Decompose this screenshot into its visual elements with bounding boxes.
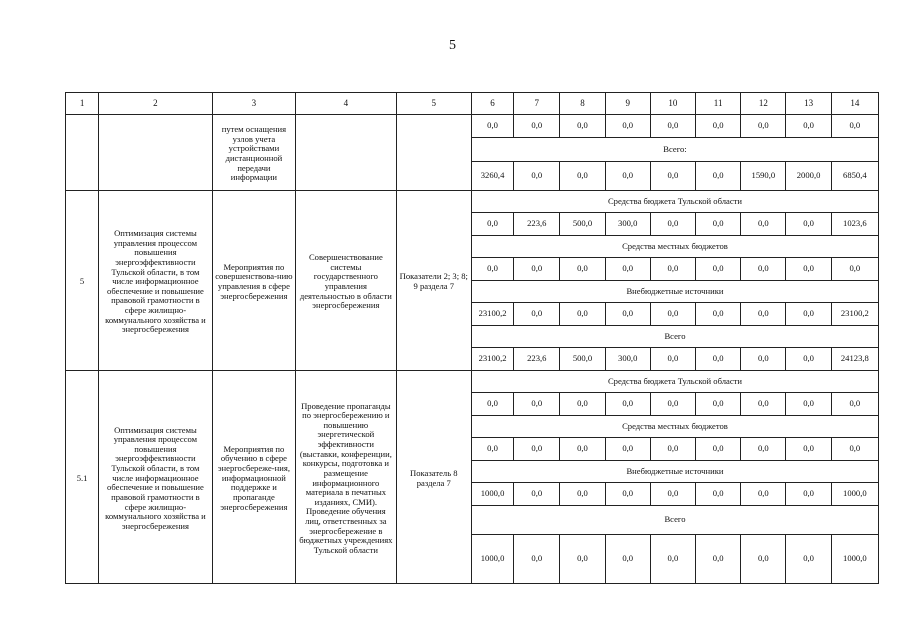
value-cell: 0,0: [514, 438, 560, 461]
value-cell: 0,0: [605, 483, 650, 506]
activity-cell: Совершенствование системы государственного управления деятельностью в области энергосбережения: [296, 191, 396, 371]
value-cell: 0,0: [471, 393, 513, 416]
value-cell: 0,0: [560, 115, 605, 138]
funding-source-label: Всего: [471, 506, 878, 535]
value-cell: 0,0: [514, 535, 560, 584]
value-cell: 0,0: [831, 438, 878, 461]
table-row: [66, 115, 879, 138]
goal-cell: Оптимизация системы управления процессом повышения энергоэффективности Тульской области, в том числе информационное обеспечение и повышение правовой грамотности в сфере жилищно-коммунального хозяйства и энергосбережения: [99, 371, 213, 584]
row-number-cell: [66, 115, 99, 191]
value-cell: 3260,4: [471, 162, 513, 191]
value-cell: 0,0: [605, 393, 650, 416]
activity-cell: [296, 115, 396, 191]
value-cell: 0,0: [741, 483, 786, 506]
value-cell: 0,0: [560, 535, 605, 584]
activity-cell: Проведение пропаганды по энергосбережению и повышению энергетической эффективности (выставки, конференции, конкурсы, подготовка и размещение информационного материала в печатных изданиях, СМИ). Проведение обучения лиц, ответственных за энергосбережение в бюджетных учреждениях Тульской области: [296, 371, 396, 584]
measure-cell: Мероприятия по обучению в сфере энергосбереже-ния, информационной поддержке и пропаганде энергосбережения: [212, 371, 295, 584]
value-cell: 0,0: [605, 115, 650, 138]
funding-source-label: Всего:: [471, 138, 878, 162]
value-cell: 0,0: [650, 303, 695, 326]
row-number-cell: 5.1: [66, 371, 99, 584]
value-cell: 0,0: [605, 535, 650, 584]
value-cell: 0,0: [696, 213, 741, 236]
value-cell: 0,0: [831, 393, 878, 416]
table-row: [66, 191, 879, 213]
value-cell: 0,0: [650, 483, 695, 506]
value-cell: 0,0: [471, 258, 513, 281]
value-cell: 500,0: [560, 348, 605, 371]
header-cell: 7: [514, 93, 560, 115]
table-row: [66, 371, 879, 393]
value-cell: 0,0: [786, 393, 831, 416]
value-cell: 0,0: [741, 258, 786, 281]
value-cell: 0,0: [514, 483, 560, 506]
funding-source-label: Средства бюджета Тульской области: [471, 371, 878, 393]
goal-cell: [99, 115, 213, 191]
value-cell: 223,6: [514, 213, 560, 236]
value-cell: 0,0: [696, 348, 741, 371]
value-cell: 6850,4: [831, 162, 878, 191]
value-cell: 0,0: [650, 115, 695, 138]
row-number-cell: 5: [66, 191, 99, 371]
header-cell: 5: [396, 93, 471, 115]
value-cell: 23100,2: [831, 303, 878, 326]
header-cell: 13: [786, 93, 831, 115]
value-cell: 300,0: [605, 213, 650, 236]
value-cell: 0,0: [560, 258, 605, 281]
header-cell: 2: [99, 93, 213, 115]
funding-source-label: Всего: [471, 326, 878, 348]
value-cell: 0,0: [696, 393, 741, 416]
page-number: 5: [449, 38, 456, 53]
value-cell: 0,0: [741, 303, 786, 326]
value-cell: 1000,0: [831, 535, 878, 584]
value-cell: 0,0: [471, 438, 513, 461]
value-cell: 0,0: [650, 438, 695, 461]
header-cell: 12: [741, 93, 786, 115]
value-cell: 2000,0: [786, 162, 831, 191]
value-cell: 0,0: [514, 258, 560, 281]
value-cell: 0,0: [650, 393, 695, 416]
value-cell: 0,0: [605, 303, 650, 326]
value-cell: 0,0: [471, 115, 513, 138]
value-cell: 0,0: [831, 258, 878, 281]
value-cell: 0,0: [786, 438, 831, 461]
value-cell: 23100,2: [471, 348, 513, 371]
value-cell: 0,0: [514, 393, 560, 416]
value-cell: 0,0: [560, 438, 605, 461]
value-cell: 0,0: [786, 213, 831, 236]
value-cell: 0,0: [696, 162, 741, 191]
funding-source-label: Внебюджетные источники: [471, 461, 878, 483]
funding-source-label: Средства местных бюджетов: [471, 236, 878, 258]
value-cell: 0,0: [696, 303, 741, 326]
value-cell: 0,0: [605, 438, 650, 461]
measure-cell: Мероприятия по совершенствова-нию управления в сфере энергосбережения: [212, 191, 295, 371]
funding-source-label: Средства бюджета Тульской области: [471, 191, 878, 213]
value-cell: 0,0: [650, 162, 695, 191]
value-cell: 0,0: [650, 535, 695, 584]
value-cell: 0,0: [741, 115, 786, 138]
value-cell: 0,0: [471, 213, 513, 236]
value-cell: 0,0: [696, 535, 741, 584]
value-cell: 0,0: [741, 393, 786, 416]
value-cell: 1000,0: [471, 535, 513, 584]
value-cell: 0,0: [514, 115, 560, 138]
value-cell: 1590,0: [741, 162, 786, 191]
value-cell: 0,0: [741, 213, 786, 236]
indicator-cell: [396, 115, 471, 191]
header-cell: 10: [650, 93, 695, 115]
header-cell: 11: [696, 93, 741, 115]
funding-source-label: Средства местных бюджетов: [471, 416, 878, 438]
value-cell: 1000,0: [471, 483, 513, 506]
value-cell: 300,0: [605, 348, 650, 371]
column-number-row: [66, 93, 879, 115]
value-cell: 0,0: [741, 438, 786, 461]
value-cell: 0,0: [560, 303, 605, 326]
value-cell: 0,0: [786, 258, 831, 281]
header-cell: 4: [296, 93, 396, 115]
value-cell: 0,0: [786, 115, 831, 138]
value-cell: 0,0: [696, 258, 741, 281]
value-cell: 0,0: [560, 393, 605, 416]
value-cell: 0,0: [514, 303, 560, 326]
value-cell: 0,0: [650, 348, 695, 371]
value-cell: 223,6: [514, 348, 560, 371]
indicator-cell: Показатели 2; 3; 8; 9 раздела 7: [396, 191, 471, 371]
value-cell: 24123,8: [831, 348, 878, 371]
value-cell: 500,0: [560, 213, 605, 236]
indicator-cell: Показатель 8 раздела 7: [396, 371, 471, 584]
header-cell: 9: [605, 93, 650, 115]
header-cell: 6: [471, 93, 513, 115]
value-cell: 0,0: [605, 162, 650, 191]
value-cell: 0,0: [560, 162, 605, 191]
value-cell: 0,0: [605, 258, 650, 281]
value-cell: 0,0: [696, 438, 741, 461]
funding-source-label: Внебюджетные источники: [471, 281, 878, 303]
value-cell: 0,0: [696, 483, 741, 506]
value-cell: 0,0: [786, 535, 831, 584]
program-table: [65, 92, 879, 584]
value-cell: 0,0: [514, 162, 560, 191]
header-cell: 14: [831, 93, 878, 115]
value-cell: 0,0: [696, 115, 741, 138]
value-cell: 0,0: [741, 348, 786, 371]
value-cell: 0,0: [786, 348, 831, 371]
measure-cell: путем оснащения узлов учета устройствами дистанционной передачи информации: [212, 115, 295, 191]
value-cell: 1023,6: [831, 213, 878, 236]
header-cell: 3: [212, 93, 295, 115]
value-cell: 0,0: [786, 303, 831, 326]
value-cell: 0,0: [650, 258, 695, 281]
value-cell: 0,0: [831, 115, 878, 138]
value-cell: 0,0: [650, 213, 695, 236]
value-cell: 0,0: [560, 483, 605, 506]
value-cell: 0,0: [741, 535, 786, 584]
header-cell: 8: [560, 93, 605, 115]
value-cell: 1000,0: [831, 483, 878, 506]
goal-cell: Оптимизация системы управления процессом повышения энергоэффективности Тульской области, в том числе информационное обеспечение и повышение правовой грамотности в сфере жилищно-коммунального хозяйства и энергосбережения: [99, 191, 213, 371]
value-cell: 23100,2: [471, 303, 513, 326]
header-cell: 1: [66, 93, 99, 115]
value-cell: 0,0: [786, 483, 831, 506]
